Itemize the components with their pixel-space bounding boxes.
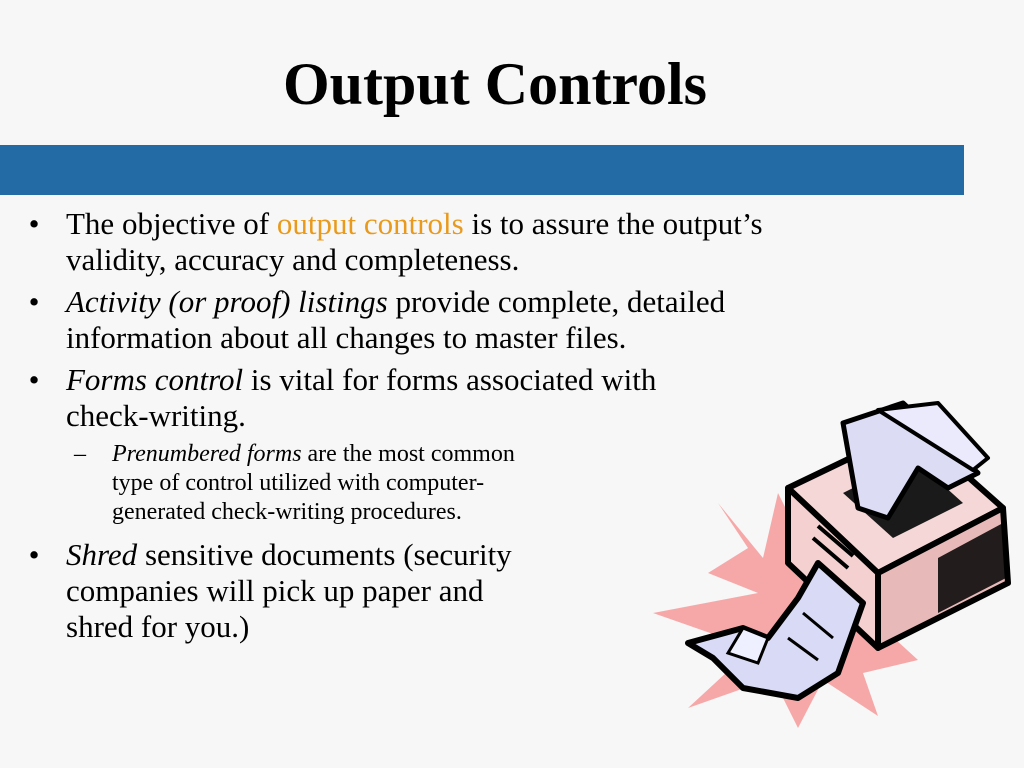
title-divider-bar: [0, 145, 964, 195]
bullet-text: companies will pick up paper and: [66, 573, 484, 608]
bullet-text: shred for you.): [66, 609, 250, 644]
highlight-term: output controls: [276, 206, 464, 241]
bullet-marker: •: [28, 284, 40, 319]
bullet-text: provide complete, detailed: [387, 284, 726, 319]
italic-term: Prenumbered forms: [112, 441, 302, 467]
bullet-item-objective: [24, 206, 924, 278]
bullet-marker: •: [28, 537, 40, 572]
bullet-text: check-writing.: [66, 398, 246, 433]
italic-term: Shred: [66, 537, 138, 572]
slide-title: Output Controls: [283, 51, 707, 117]
bullet-marker: •: [28, 206, 40, 241]
bullet-text: type of control utilized with computer-: [112, 470, 485, 496]
italic-term: Activity (or proof) listings: [66, 284, 388, 319]
bullet-marker: •: [28, 362, 40, 397]
bullet-text: are the most common: [301, 441, 515, 467]
bullet-text: is to assure the output’s: [463, 206, 763, 241]
bullet-text: is vital for forms associated with: [243, 362, 657, 397]
bullet-text: generated check-writing procedures.: [112, 499, 462, 525]
bullet-item-activity-listings: [24, 284, 924, 356]
italic-term: Forms control: [66, 362, 244, 397]
printer-icon: [648, 398, 1020, 732]
sub-bullet-marker: –: [74, 441, 86, 467]
bullet-text: information about all changes to master files.: [66, 320, 627, 355]
bullet-text: The objective of: [66, 206, 277, 241]
bullet-text: validity, accuracy and completeness.: [66, 242, 520, 277]
bullet-text: sensitive documents (security: [137, 537, 512, 572]
